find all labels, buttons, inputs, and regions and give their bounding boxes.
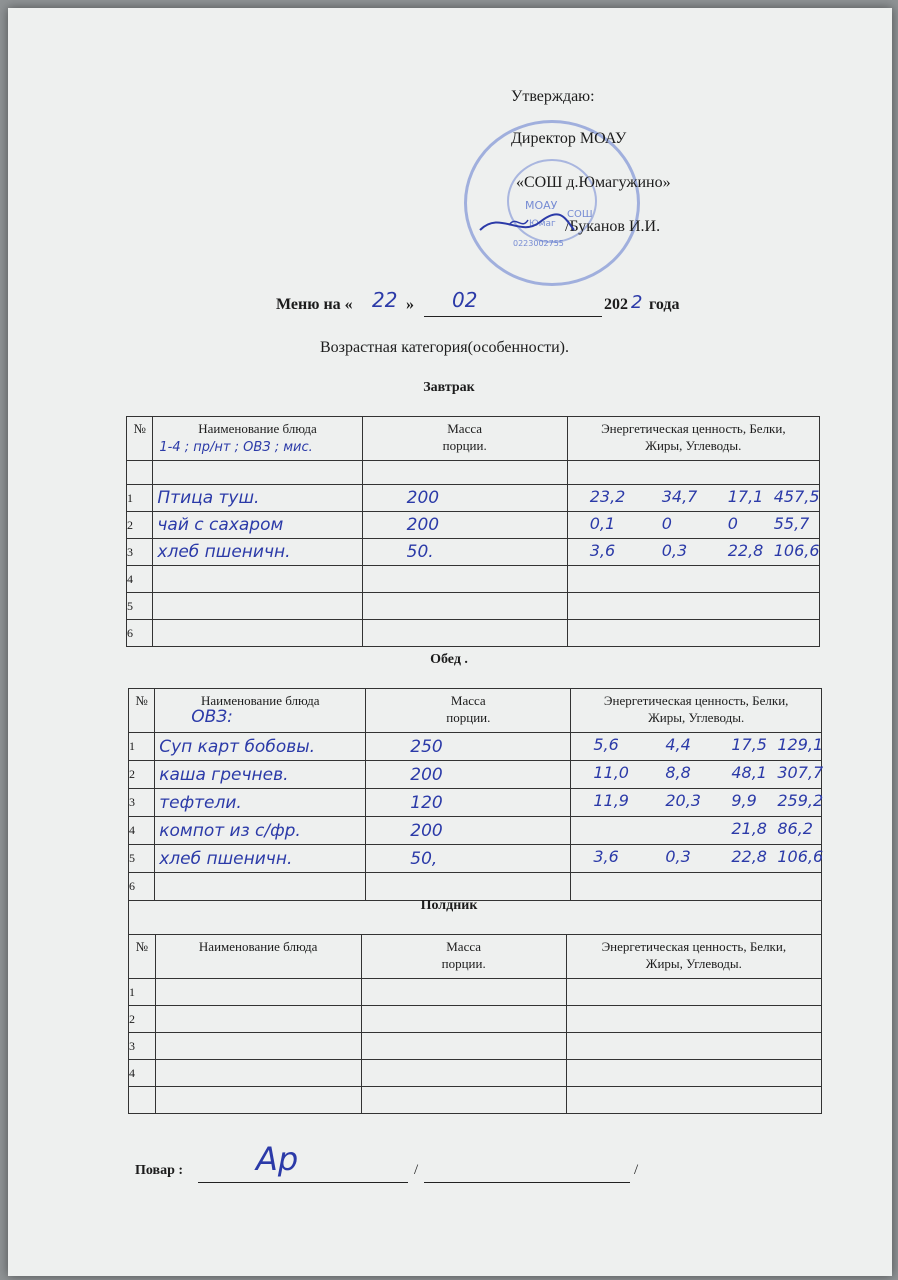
menu-day: 22: [372, 288, 398, 312]
dish-mass: [363, 569, 407, 589]
dish-name: каша гречнев.: [159, 764, 289, 785]
director-position: Директор МОАУ: [511, 130, 627, 147]
nutrition-value: 17,1: [727, 486, 764, 506]
snack-table: [128, 934, 822, 1114]
nutrition-value: 20,3: [665, 790, 701, 810]
dish-name: [153, 596, 157, 616]
header-num: №: [129, 935, 156, 979]
table-row: [129, 1060, 822, 1087]
header-num: №: [129, 689, 155, 733]
dish-name: чай с сахаром: [157, 515, 284, 535]
table-row: [127, 566, 820, 593]
nutrition-value: 106,6: [773, 540, 820, 560]
nutrition-value: 8,8: [665, 762, 691, 782]
menu-year-prefix: 202: [604, 296, 628, 313]
breakfast-note: 1-4 ; пр/нт ; ОВЗ ; мис.: [159, 440, 313, 455]
menu-year-suffix: года: [649, 296, 680, 313]
dish-mass: 250: [410, 736, 443, 757]
dish-mass: [363, 596, 407, 616]
row-number: 4: [129, 1060, 156, 1087]
row-number: 6: [127, 620, 153, 647]
nutrition-value: 259,2: [777, 790, 824, 810]
row-number: 5: [129, 845, 155, 873]
nutrition-value: 48,1: [731, 762, 767, 782]
dish-name: хлеб пшеничн.: [159, 848, 293, 869]
approve-text: Утверждаю:: [511, 88, 595, 105]
dish-name: [153, 569, 157, 589]
row-number: 4: [127, 566, 153, 593]
dish-name: компот из с/фр.: [159, 820, 301, 841]
menu-year-digit: 2: [631, 292, 643, 313]
row-number: 1: [127, 485, 153, 512]
director-signature: /Буканов И.И.: [565, 218, 661, 235]
row-number: 1: [129, 979, 156, 1006]
row-number: 6: [129, 873, 155, 901]
nutrition-value: 4,4: [665, 734, 691, 754]
nutrition-value: 0: [727, 513, 738, 533]
nutrition-value: 0,1: [589, 513, 616, 533]
row-number: 3: [129, 789, 155, 817]
stamp-middle-text: Юмаг: [529, 219, 556, 229]
nutrition-value: 55,7: [773, 513, 810, 533]
table-row: [127, 593, 820, 620]
table-row: [129, 845, 822, 873]
footer-slash-1: /: [414, 1162, 419, 1178]
table-row: [129, 761, 822, 789]
school-name: «СОШ д.Юмагужино»: [516, 174, 671, 191]
header-energy: Энергетическая ценность, Белки, Жиры, Углеводы.: [571, 689, 822, 733]
row-number: 1: [129, 733, 155, 761]
header-mass: Масса порции.: [361, 935, 566, 979]
header-mass: Масса порции.: [366, 689, 571, 733]
header-mass: Масса порции.: [362, 417, 567, 461]
nutrition-value: 129,1: [777, 734, 824, 754]
nutrition-value: 0,3: [665, 846, 691, 866]
row-number: 4: [129, 817, 155, 845]
dish-name: Птица туш.: [157, 488, 260, 508]
table-row: [129, 733, 822, 761]
table-row: [129, 1006, 822, 1033]
cook-name-line: [424, 1162, 630, 1183]
nutrition-value: 9,9: [731, 790, 757, 810]
nutrition-value: 106,6: [777, 846, 824, 866]
nutrition-value: 3,6: [589, 540, 616, 560]
footer-slash-2: /: [634, 1162, 639, 1178]
row-number: 2: [129, 761, 155, 789]
month-underline: [424, 296, 602, 317]
dish-mass: 200: [406, 488, 440, 508]
nutrition-value: 0: [661, 513, 672, 533]
dish-mass: 200: [406, 515, 440, 535]
dish-mass: 200: [410, 764, 443, 785]
dish-mass: 120: [410, 792, 443, 813]
header-name: Наименование блюда: [155, 935, 361, 979]
cook-signature: Ар: [256, 1140, 299, 1178]
table-row: [127, 485, 820, 512]
dish-mass: 200: [410, 820, 443, 841]
table-row: [129, 1033, 822, 1060]
dish-name: [153, 623, 157, 643]
table-row: [129, 979, 822, 1006]
nutrition-value: 22,8: [731, 846, 767, 866]
nutrition-value: 21,8: [731, 818, 767, 838]
nutrition-value: 0,3: [661, 540, 688, 560]
dish-name: Суп карт бобовы.: [159, 736, 316, 757]
table-row: [129, 789, 822, 817]
lunch-note: ОВЗ:: [191, 707, 233, 727]
stamp-id-text: 0223002755: [513, 239, 564, 248]
header-num: №: [127, 417, 153, 461]
table-row: [127, 539, 820, 566]
dish-name: хлеб пшеничн.: [157, 542, 291, 562]
dish-name: тефтели.: [159, 792, 242, 813]
nutrition-value: 23,2: [589, 486, 626, 506]
nutrition-value: 86,2: [777, 818, 813, 838]
row-number: [129, 1087, 156, 1114]
header-name: Наименование блюда: [201, 693, 320, 708]
menu-month: 02: [452, 288, 478, 312]
stamp-bottom-text: СОШ: [567, 209, 593, 220]
cook-label: Повар :: [135, 1163, 184, 1178]
breakfast-title: Завтрак: [423, 380, 475, 395]
table-row: [129, 817, 822, 845]
nutrition-value: 17,5: [731, 734, 767, 754]
nutrition-value: 5,6: [593, 734, 619, 754]
lunch-title: Обед .: [430, 652, 468, 667]
header-energy: Энергетическая ценность, Белки, Жиры, Углеводы.: [566, 935, 821, 979]
row-number: 5: [127, 593, 153, 620]
dish-mass: 50,: [410, 848, 438, 869]
nutrition-value: 3,6: [593, 846, 619, 866]
row-number: 3: [129, 1033, 156, 1060]
row-number: 3: [127, 539, 153, 566]
dish-mass: 50.: [406, 542, 434, 562]
menu-title-mid: »: [406, 296, 414, 313]
table-row: [127, 512, 820, 539]
snack-title: Полдник: [420, 898, 478, 913]
dish-mass: [363, 623, 407, 643]
age-category: Возрастная категория(особенности).: [320, 339, 569, 356]
handwritten-signature: [470, 200, 580, 244]
breakfast-table: [126, 416, 820, 647]
nutrition-value: 307,7: [777, 762, 824, 782]
nutrition-value: 22,8: [727, 540, 764, 560]
header-name: Наименование блюда: [198, 421, 317, 436]
lunch-table: [128, 688, 822, 901]
nutrition-value: 11,0: [593, 762, 629, 782]
nutrition-value: 34,7: [661, 486, 698, 506]
table-row: [127, 620, 820, 647]
row-number: 2: [127, 512, 153, 539]
menu-title-prefix: Меню на «: [276, 296, 353, 313]
row-number: 2: [129, 1006, 156, 1033]
stamp-top-text: МОАУ: [525, 199, 558, 212]
header-energy: Энергетическая ценность, Белки, Жиры, Углеводы.: [567, 417, 819, 461]
nutrition-value: 457,5: [773, 486, 820, 506]
table-row: [129, 1087, 822, 1114]
nutrition-value: 11,9: [593, 790, 629, 810]
cook-signature-line: [198, 1162, 408, 1183]
